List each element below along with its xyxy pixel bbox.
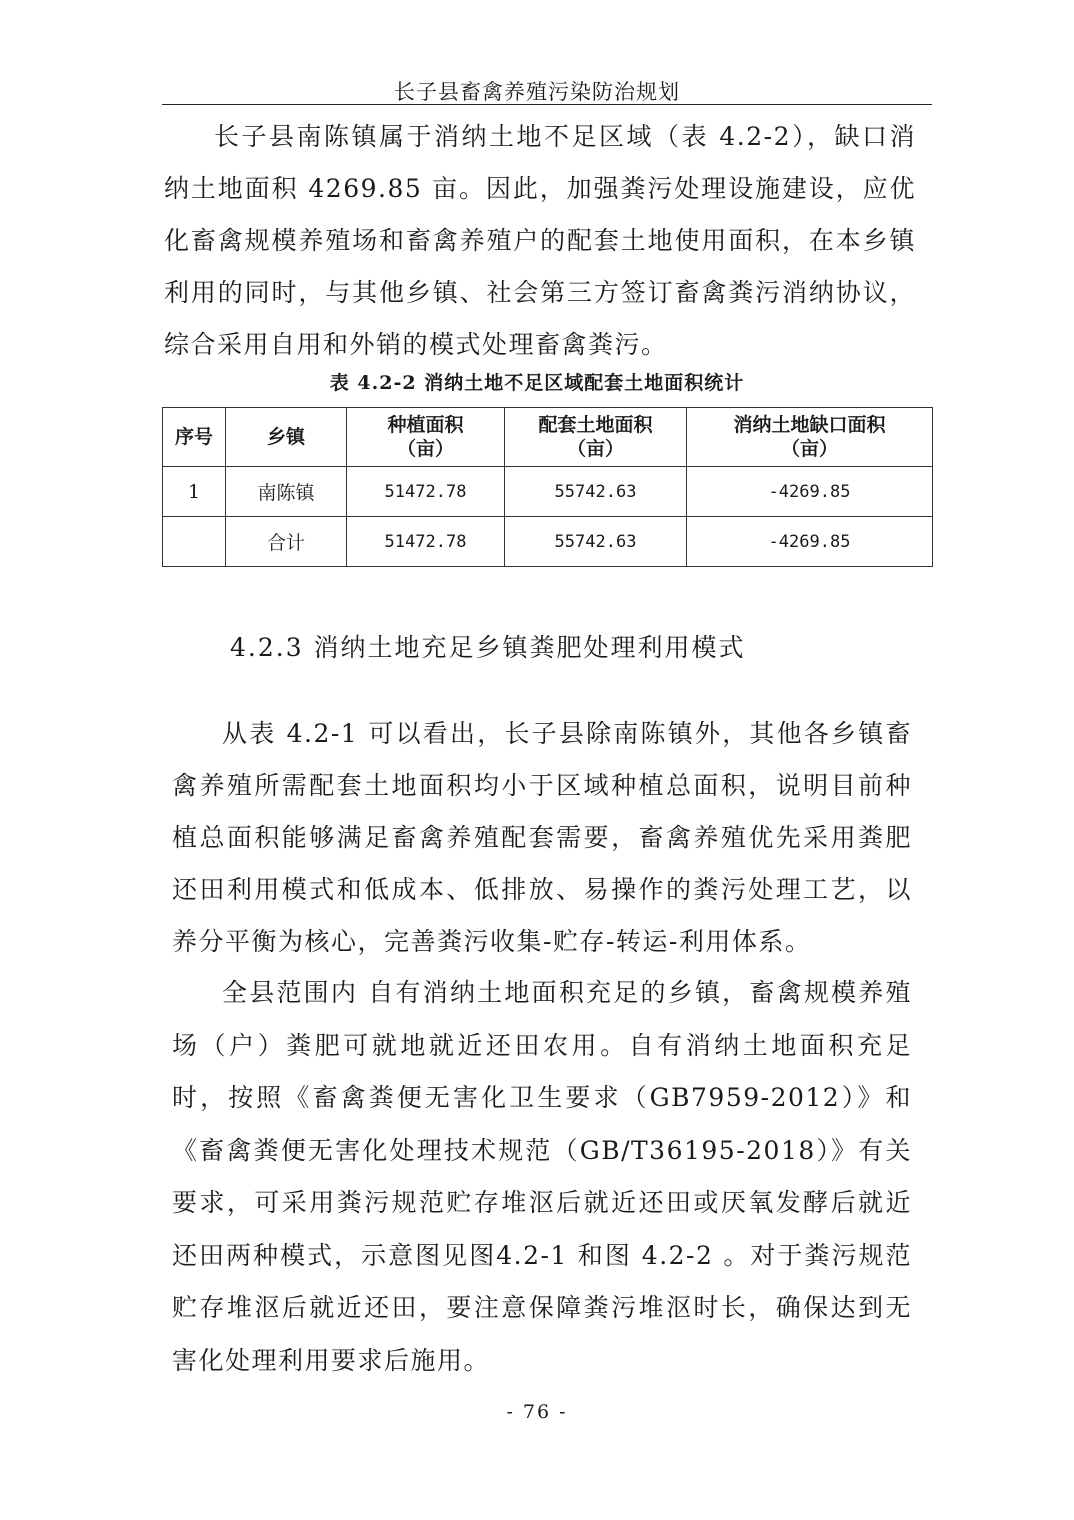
table-header-row <box>163 408 933 467</box>
cell-gap-area: -4269.85 <box>687 517 933 567</box>
table-caption: 表 4.2-2 消纳土地不足区域配套土地面积统计 <box>329 372 745 394</box>
col-header-gap-area: 消纳土地缺口面积 （亩） <box>687 408 933 467</box>
cell-index <box>163 517 226 567</box>
body-paragraph-2: 从表 4.2-1 可以看出，长子县除南陈镇外，其他各乡镇畜禽养殖所需配套土地面积均小于区域种植总面积，说明目前种植总面积能够满足畜禽养殖配套需要，畜禽养殖优先采用粪肥还田利用模式和低成本、低排放、易操作的粪污处理工艺，以养分平衡为核心，完善粪污收集-贮存-转运-利用体系。 <box>172 719 912 956</box>
header-divider <box>162 104 932 105</box>
body-paragraph-3: 全县范围内 自有消纳土地面积充足的乡镇，畜禽规模养殖场（户）粪肥可就地就近还田农用。自有消纳土地面积充足时，按照《畜禽粪便无害化卫生要求（GB7959-2012）》和《畜禽粪便无害化处理技术规范（GB/T36195-2018）》有关要求，可采用粪污规范贮存堆沤后就近还田或厌氧发酵后就近还田两种模式，示意图见图4.2-1 和图 4.2-2 。对于粪污规范贮存堆沤后就近还田，要注意保障粪污堆沤时长，确保达到无害化处理利用要求后施用。 <box>172 978 912 1375</box>
section-heading: 4.2.3 消纳土地充足乡镇粪肥处理利用模式 <box>230 633 746 662</box>
table-row-total <box>163 517 933 567</box>
cell-township: 南陈镇 <box>226 467 347 517</box>
body-paragraph-1: 长子县南陈镇属于消纳土地不足区域（表 4.2-2），缺口消纳土地面积 4269.85 亩。因此，加强粪污处理设施建设，应优化畜禽规模养殖场和畜禽养殖户的配套土地使用面积，在本乡镇利用的同时，与其他乡镇、社会第三方签订畜禽粪污消纳协议，综合采用自用和外销的模式处理畜禽粪污。 <box>164 122 916 359</box>
cell-township: 合计 <box>226 517 347 567</box>
cell-supporting-land-area: 55742.63 <box>505 467 687 517</box>
cell-planting-area: 51472.78 <box>347 517 505 567</box>
col-header-planting-area: 种植面积 （亩） <box>347 408 505 467</box>
col-header-index: 序号 <box>163 408 226 467</box>
cell-gap-area: -4269.85 <box>687 467 933 517</box>
cell-supporting-land-area: 55742.63 <box>505 517 687 567</box>
table-row <box>163 467 933 517</box>
land-area-table <box>162 407 933 567</box>
cell-planting-area: 51472.78 <box>347 467 505 517</box>
col-header-supporting-land-area: 配套土地面积 （亩） <box>505 408 687 467</box>
cell-index: 1 <box>163 467 226 517</box>
col-header-township: 乡镇 <box>226 408 347 467</box>
document-header-title: 长子县畜禽养殖污染防治规划 <box>394 80 680 104</box>
page-number: - 76 - <box>506 1401 568 1423</box>
